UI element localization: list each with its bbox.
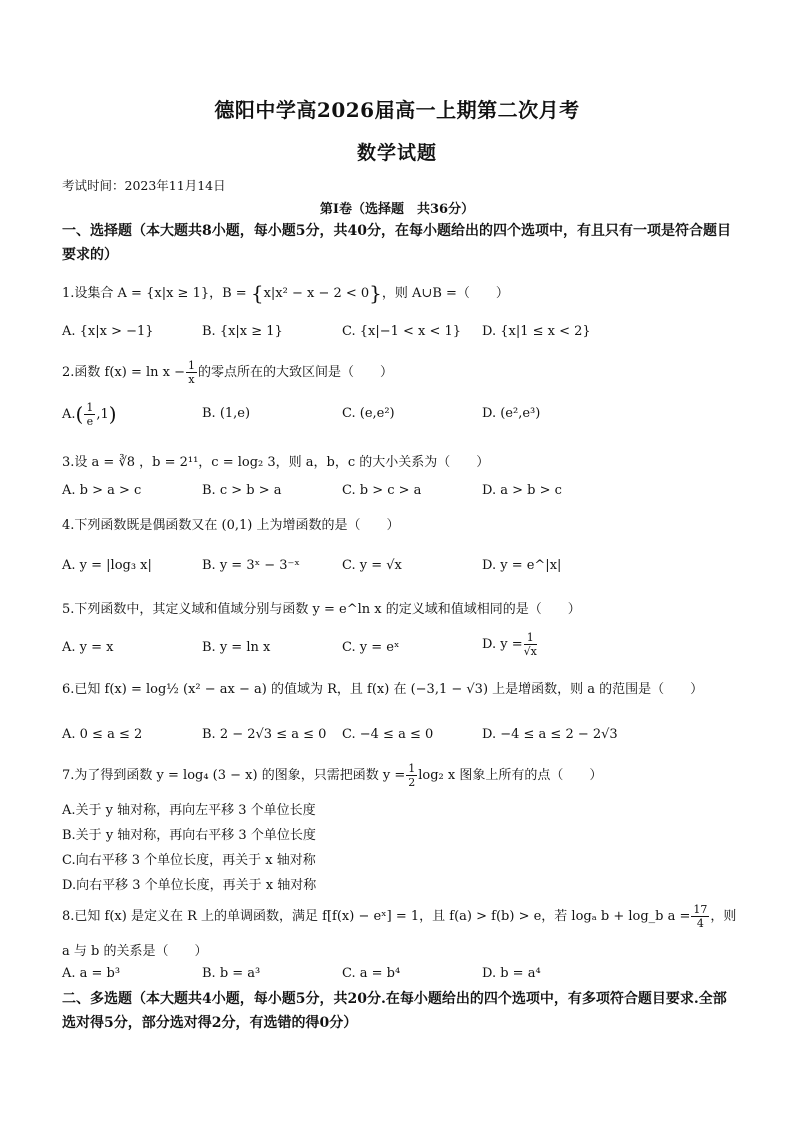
q8-fraction (691, 904, 709, 929)
q2-text-pre: 2.函数 f(x) = ln x − (62, 365, 185, 380)
q7-fraction-den: 2 (408, 776, 416, 789)
q2-fraction-num: 1 (188, 359, 195, 372)
q3-option-b: B. c > b > a (202, 483, 282, 498)
q2-paren-close: ) (108, 402, 117, 426)
q6-option-b: B. 2 − 2√3 ≤ a ≤ 0 (202, 727, 327, 742)
q8-option-a: A. a = b³ (62, 966, 121, 981)
q8-line-2: a 与 b 的关系是（ ） (62, 944, 208, 959)
q6-option-d: D. −4 ≤ a ≤ 2 − 2√3 (482, 727, 618, 742)
q7-option-b: B.关于 y 轴对称，再向右平移 3 个单位长度 (62, 828, 316, 843)
q8-text-post: ，则 (710, 909, 737, 924)
question-3: 3.设 a = ∛8 ，b = 2¹¹，c = log₂ 3，则 a，b，c 的大小关系为（ ） (62, 455, 490, 470)
q2-option-a-fraction (84, 402, 95, 427)
section-1-heading: 一、选择题（本大题共8小题，每小题5分，共40分，在每小题给出的四个选项中，有且只有一项是符合题目要求的） (62, 223, 731, 263)
q4-option-c: C. y = √x (342, 558, 402, 573)
q1-option-d: D. {x|1 ≤ x < 2} (482, 324, 591, 339)
q8-fraction-den: 4 (696, 917, 704, 930)
question-6: 6.已知 f(x) = log½ (x² − ax − a) 的值域为 R，且 f(x) 在 (−3,1 − √3) 上是增函数，则 a 的范围是（ ） (62, 682, 704, 697)
q7-text-pre: 7.为了得到函数 y = log₄ (3 − x) 的图象，只需把函数 y = (62, 768, 406, 783)
q2-a-post: ,1 (96, 407, 109, 422)
q5-d-num: 1 (524, 632, 537, 645)
q5-option-d-fraction (524, 632, 537, 657)
q2-a-num: 1 (86, 401, 94, 414)
question-1 (62, 281, 509, 305)
q8-text-pre: 8.已知 f(x) 是定义在 R 上的单调函数，满足 f[f(x) − eˣ] = 1，且 f(a) > f(b) > e，若 logₐ b + log_b a = (62, 909, 691, 924)
section-2-heading: 二、多选题（本大题共4小题，每小题5分，共20分.在每小题给出的四个选项中，有多项符合题目要求.全部选对得5分，部分选对得2分，有选错的得0分） (62, 991, 727, 1031)
q1-set-a: {x|x ≥ 1} (146, 286, 210, 301)
q1-option-c: C. {x|−1 < x < 1} (342, 324, 462, 339)
q1-option-b: B. {x|x ≥ 1} (202, 324, 283, 339)
q1-option-a: A. {x|x > −1} (62, 324, 154, 339)
q1-text-pre: 1.设集合 A = (62, 286, 147, 301)
q8-option-b: B. b = a³ (202, 966, 261, 981)
q7-text-post: log₂ x 图象上所有的点（ ） (418, 768, 603, 783)
question-2 (62, 360, 393, 385)
q7-fraction (406, 763, 417, 788)
q5-option-d-label: D. y = (482, 637, 523, 652)
q7-option-d: D.向右平移 3 个单位长度，再关于 x 轴对称 (62, 878, 317, 893)
q4-option-b: B. y = 3ˣ − 3⁻ˣ (202, 558, 300, 573)
q2-text-post: 的零点所在的大致区间是（ ） (198, 365, 394, 380)
q7-fraction-num: 1 (408, 762, 416, 775)
q1-brace-close: } (369, 281, 382, 305)
q2-paren-open: ( (75, 402, 84, 426)
q6-option-c: C. −4 ≤ a ≤ 0 (342, 727, 434, 742)
q2-option-d: D. (e²,e³) (482, 406, 541, 421)
q5-option-d (482, 632, 538, 657)
q1-text-mid: ，B = (209, 286, 251, 301)
q3-option-d: D. a > b > c (482, 483, 562, 498)
q5-option-b: B. y = ln x (202, 640, 271, 655)
q1-set-b: x|x² − x − 2 < 0 (263, 286, 370, 301)
q7-option-a: A.关于 y 轴对称，再向左平移 3 个单位长度 (62, 803, 316, 818)
q5-option-a: A. y = x (62, 640, 114, 655)
q6-option-a: A. 0 ≤ a ≤ 2 (62, 727, 143, 742)
q3-option-a: A. b > a > c (62, 483, 142, 498)
q2-fraction (186, 360, 197, 385)
question-5: 5.下列函数中，其定义域和值域分别与函数 y = e^ln x 的定义域和值域相同的是（ ） (62, 602, 581, 617)
question-7 (62, 763, 602, 788)
q4-option-a: A. y = |log₃ x| (62, 558, 152, 573)
q8-option-c: C. a = b⁴ (342, 966, 401, 981)
q1-brace-open: { (250, 281, 264, 305)
q4-option-d: D. y = e^|x| (482, 558, 562, 573)
volume-heading: 第Ⅰ卷（选择题 共36分） (319, 202, 475, 217)
q8-fraction-num: 17 (693, 903, 708, 916)
q2-a-den: e (86, 415, 94, 428)
q5-d-den: √x (523, 645, 537, 658)
q2-fraction-den: x (188, 373, 195, 386)
q2-option-a (62, 402, 117, 427)
exam-title: 德阳中学高2026届高一上期第二次月考 (214, 98, 580, 122)
exam-time: 考试时间：2023年11月14日 (62, 178, 226, 193)
q5-option-c: C. y = eˣ (342, 640, 400, 655)
q2-option-c: C. (e,e²) (342, 406, 395, 421)
q8-option-d: D. b = a⁴ (482, 966, 541, 981)
q3-option-c: C. b > c > a (342, 483, 422, 498)
q1-text-post: ，则 A∪B =（ ） (381, 286, 509, 301)
question-8 (62, 904, 736, 929)
q7-option-c: C.向右平移 3 个单位长度，再关于 x 轴对称 (62, 853, 316, 868)
exam-subtitle: 数学试题 (356, 142, 437, 164)
q2-option-b: B. (1,e) (202, 406, 251, 421)
q2-option-a-label: A. (62, 407, 76, 422)
question-4: 4.下列函数既是偶函数又在 (0,1) 上为增函数的是（ ） (62, 518, 400, 533)
